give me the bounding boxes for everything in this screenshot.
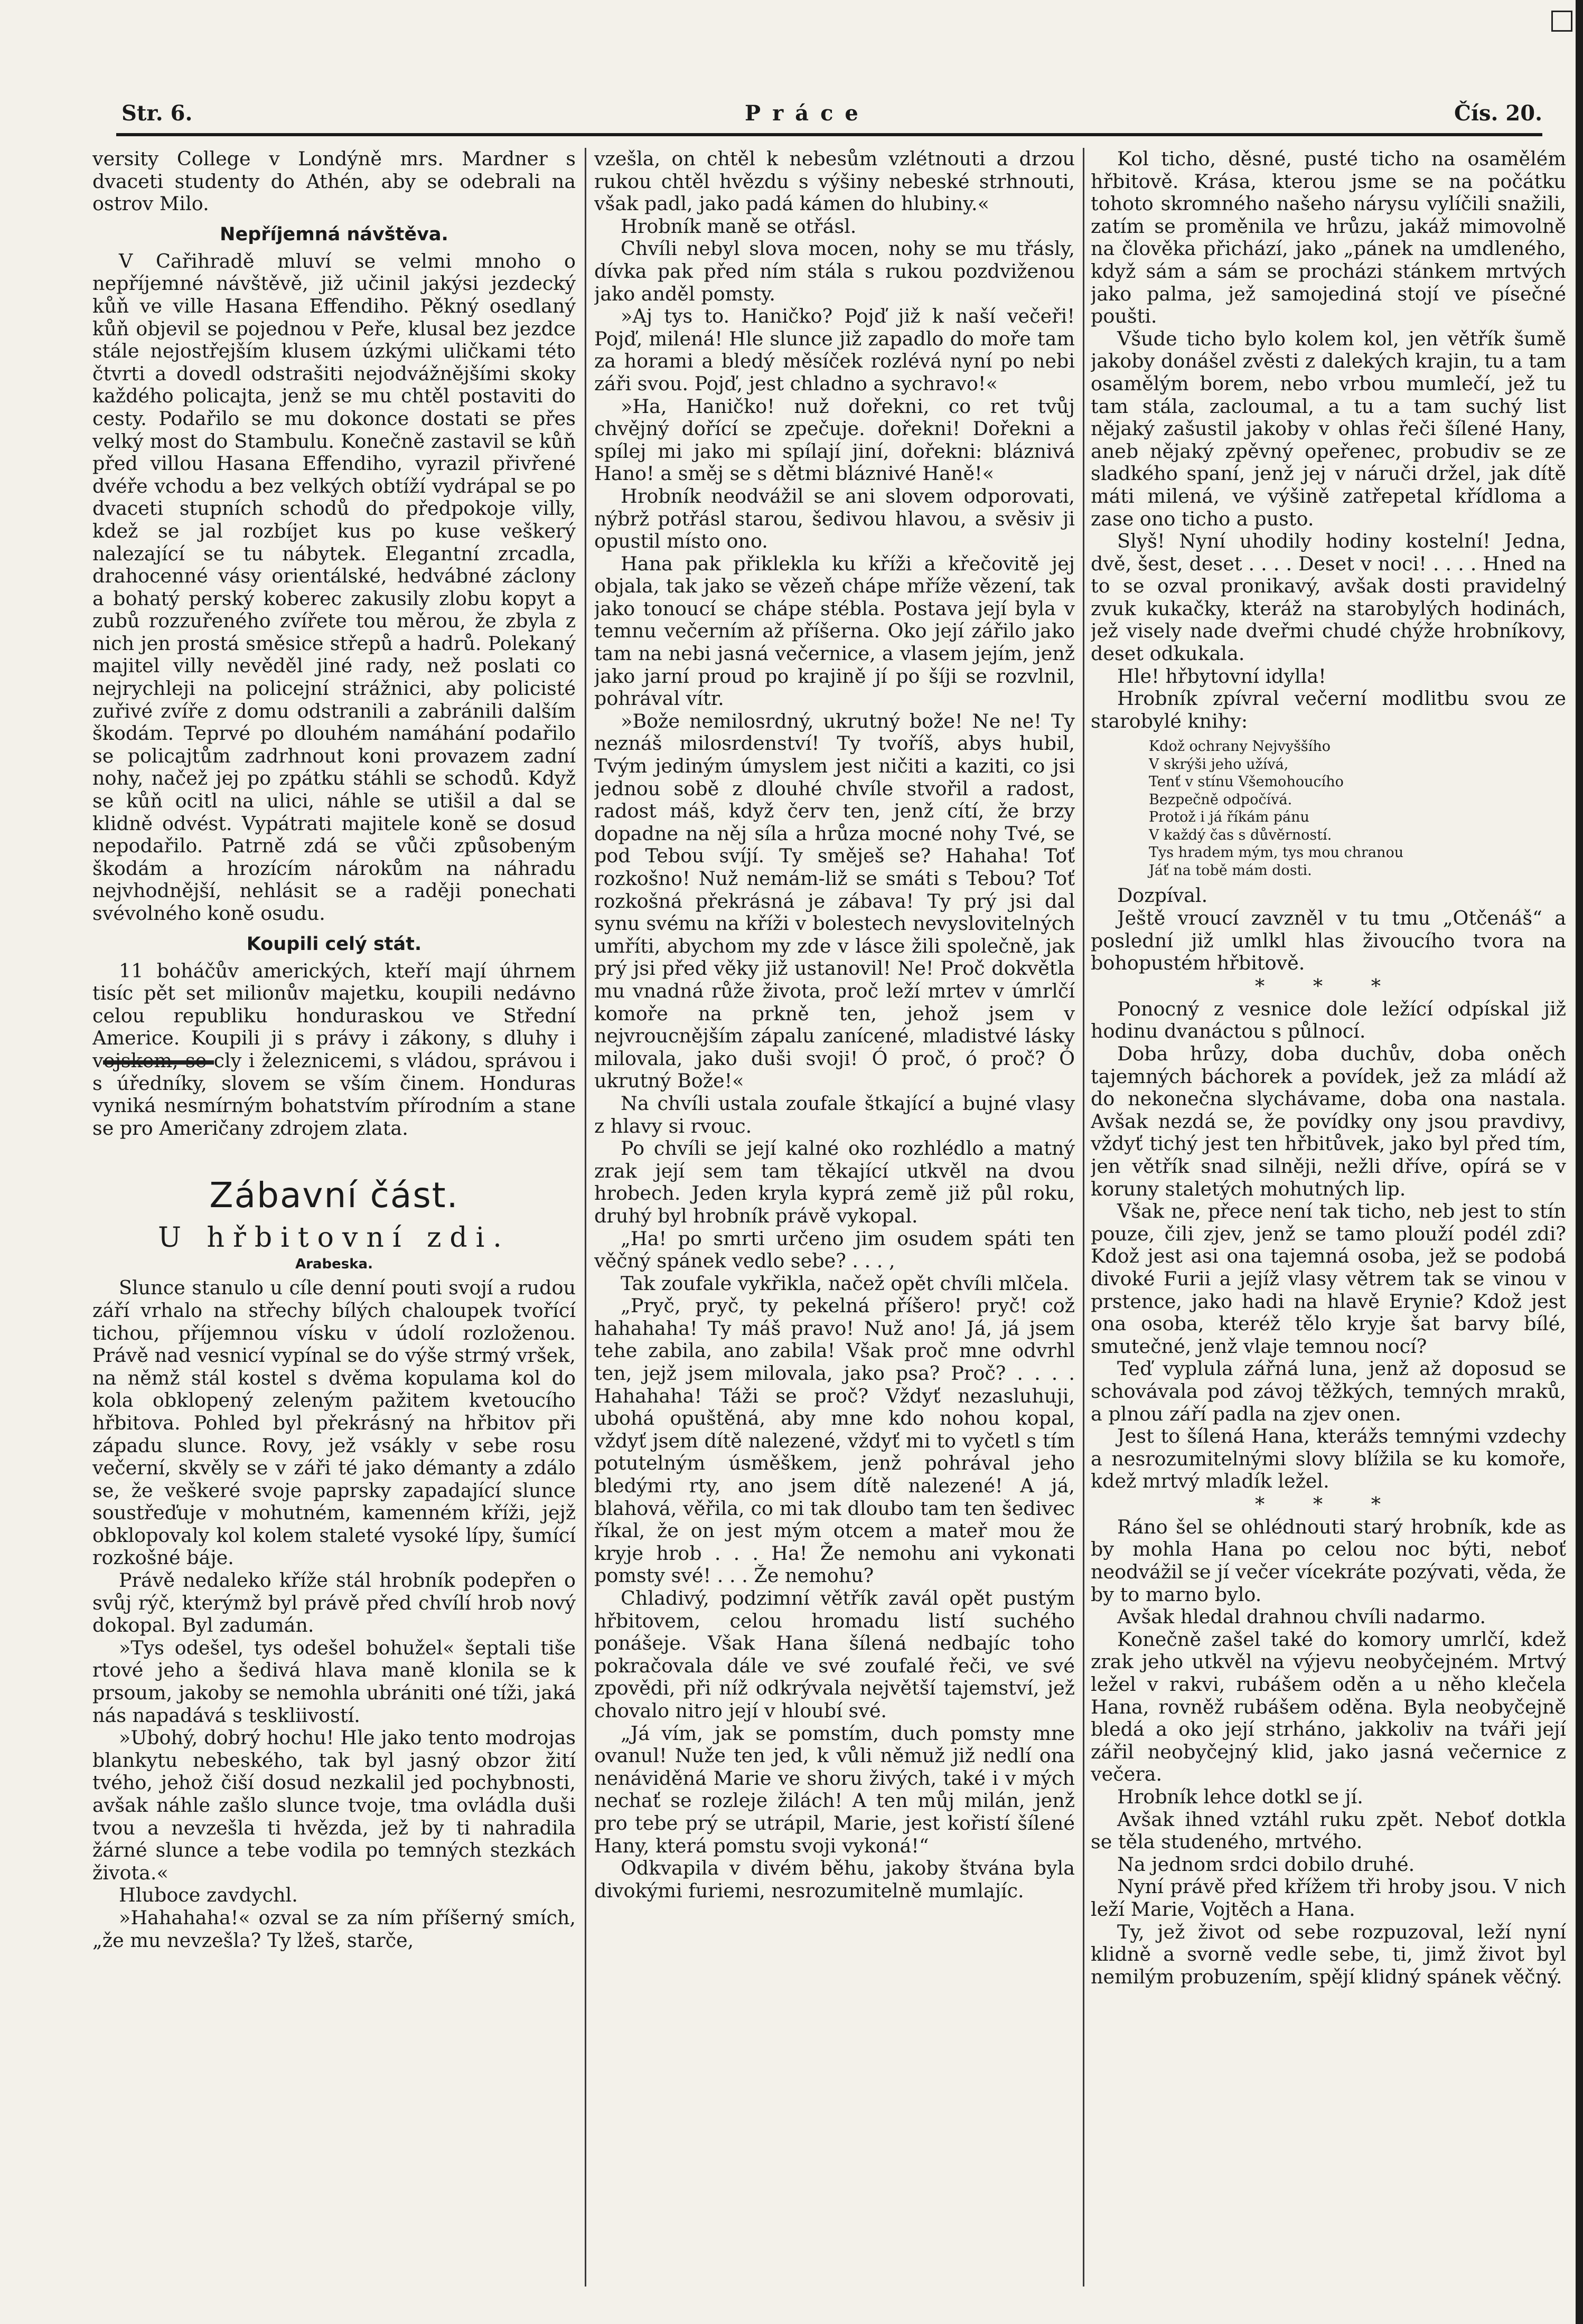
story-paragraph: Všude ticho bylo kolem kol, jen větřík šumě jakoby donášel zvěsti z dalekých krajin, tu a tam osamělým borem, nebo vrbou mumlečí, jež tu tam stála, zacloumal, a tu a tam suchý list nějaký zašustil jakoby v ohlas řeči šílené Hany, aneb nějaký zpěvný opeřenec, probudiv se ze sladkého spaní, jenž jej v náruči držel, jak dítě máti milená, ve výšině zatřepetal křídloma a zase ono ticho a pusto. xyxy=(1091,327,1566,530)
column-divider xyxy=(585,148,586,2287)
story-paragraph: Ty, jež život od sebe rozpuzoval, leží nyní klidně a svorně vedle sebe, ti, jimž život byl nemilým probuzením, spějí klidný spánek věčný. xyxy=(1091,1920,1566,1988)
issue-number: Čís. 20. xyxy=(1454,101,1542,126)
story-paragraph: „Ha! po smrti určeno jim osudem spáti ten věčný spánek vedlo sebe? . . . , xyxy=(594,1227,1075,1273)
story-paragraph: vzešla, on chtěl k nebesům vzlétnouti a drzou rukou chtěl hvězdu s výšiny nebeské strhnouti, však padl, jako padá kámen do hlubiny.« xyxy=(594,148,1075,215)
prayer-verse xyxy=(1149,738,1566,879)
article-heading-state: Koupili celý stát. xyxy=(246,933,422,955)
story-paragraph: Právě nedaleko kříže stál hrobník podepřen o svůj rýč, kterýmž byl právě před chvílí hrob nový dokopal. Byl zadumán. xyxy=(92,1569,576,1637)
column-2 xyxy=(594,148,1075,2287)
story-paragraph: Slyš! Nyní uhodily hodiny kostelní! Jedna, dvě, šest, deset . . . . Deset v noci! . . . . Hned na to se ozval pronikavý, avšak dosti pravidelný zvuk kukačky, kteráž na starobylých hodinách, jež visely nade dveřmi chudé chýže hrobníkovy, deset odkukala. xyxy=(1091,530,1566,665)
story-paragraph: Po chvíli se její kalné oko rozhlédlo a matný zrak její sem tam těkající utkvěl na dvou hrobech. Jeden kryla kyprá země již půl roku, druhý byl hrobník právě vykopal. xyxy=(594,1137,1075,1227)
page-edge-shadow xyxy=(1576,0,1583,2324)
story-paragraph: Teď vyplula zářná luna, jenž až doposud se schovávala pod závoj těžkých, temných mraků, a plnou září padla na zjev onen. xyxy=(1091,1357,1566,1425)
story-paragraph: „Já vím, jak se pomstím, duch pomsty mne ovanul! Nuže ten jed, k vůli němuž již nedlí ona nenáviděná Marie ve shoru živých, také i v mých nechať se rozleje žilách! A ten můj milán, jenž pro tebe prý se utrápil, Marie, jest kořistí šílené Hany, která pomstu svoji vykoná!“ xyxy=(594,1721,1075,1857)
column-1 xyxy=(92,148,576,2287)
story-paragraph: Odkvapila v divém běhu, jakoby štvána byla divokými furiemi, nesrozumitelně mumlajíc. xyxy=(594,1857,1075,1902)
story-paragraph: »Tys odešel, tys odešel bohužel« šeptali tiše rtové jeho a šedivá hlava maně klonila se k prsoum, jakoby se nemohla ubrániti oné tíži, jaká nás napadává s teskliivostí. xyxy=(92,1636,576,1727)
story-paragraph: Dozpíval. xyxy=(1117,884,1208,907)
story-paragraph: Však ne, přece není tak ticho, neb jest to stín pouze, čili zjev, jenž se tamo plouží podél zdi? Kdož jest asi ona tajemná osoba, jež se podobá divoké Furii a jejíž vlasy větrem tak se vinou v prstence, jako hadi na hlavě Erynie? Kdož jest ona osoba, kteréž tělo kryje šat barvy bílé, smutečné, jenž vlaje temnou nocí? xyxy=(1091,1200,1566,1358)
prayer-line: Tys hradem mým, tys mou chranou xyxy=(1149,844,1404,861)
story-paragraph: »Ubohý, dobrý hochu! Hle jako tento modrojas blankytu nebeského, tak byl jasný obzor žití tvého, jehož čiší dosud nezkalil jed pochybnosti, avšak náhle zašlo slunce tvoje, tma ovládla duši tvou a nevzešla ti hvězda, jež by ti nahradila žárné slunce a tebe vodila po temných stezkách života.« xyxy=(92,1726,576,1884)
story-paragraph: »Ha, Haničko! nuž dořekni, co ret tvůj chvějný dořící se zpečuje. dořekni! Dořekni a spílej mi jako mi spílají jiní, dořekni: bláznivá Hano! a směj se s dětmi bláznivé Haně!« xyxy=(594,394,1075,485)
section-break-stars: * * * xyxy=(1255,1492,1402,1516)
corner-mark xyxy=(1551,11,1572,32)
prayer-line: Jáť na tobě mám dosti. xyxy=(1149,862,1312,879)
story-paragraph: Hle! hřbytovní idylla! xyxy=(1117,664,1326,688)
story-paragraph: Chvíli nebyl slova mocen, nohy se mu třásly, dívka pak před ním stála s rukou pozdviženou jako anděl pomsty. xyxy=(594,237,1075,305)
prayer-line: Bezpečně odpočívá. xyxy=(1149,791,1292,808)
article-paragraph: 11 boháčův amerických, kteří mají úhrnem tisíc pět set milionův majetku, koupili nedávno celou republiku honduraskou ve Střední Americe. Koupili ji s právy i zákony, s dluhy i vojskem, se cly i železnicemi, s vládou, správou i s úředníky, slovem se vším činem. Honduras vyniká nesmírným bohatstvím přírodním a stane se pro Američany zdrojem zlata. xyxy=(92,959,576,1140)
article-paragraph: V Cařihradě mluví se velmi mnoho o nepříjemné návštěvě, již učinil jakýsi jezdecký kůň ve ville Hasana Effendiho. Pěkný osedlaný kůň objevil se pojednou v Peře, klusal bez jezdce stále nejostřejším klusem úzkými uličkami této čtvrti a dovedl odstrašiti nejodvážnějšími skoky každého policajta, jenž se mu chtěl postaviti do cesty. Podařilo se mu dokonce dostati se přes velký most do Stambulu. Konečně zastavil se kůň před villou Hasana Effendiho, vyrazil přivřené dvéře vchodu a bez velkých obtíží vydrápal se po dvaceti stupních schodů do předpokoje villy, kdež se jal rozbíjet kus po kuse veškerý nalezající se tu nábytek. Elegantní zrcadla, drahocenné vásy orientálské, hedvábné záclony a bohatý perský koberec zakusily zlobu kopyt a zubů rozzuřeného zvířete tou měrou, že zbyla z nich jen prostá směsice střepů a hadrů. Polekaný majitel villy nevěděl jiné rady, než poslati co nejrychleji na policejní strážnici, aby policisté zuřivé zvíře z domu odstranili a zabránili dalším škodám. Teprvé po dlouhém namáhání podařilo se policajtům zadrhnout koni provazem zadní nohy, načež jej po zpátku stáhli se schodů. Když se kůň ocitl na ulici, náhle se utišil a dal se klidně odvést. Vypátrati majitele koně se dosud nepodařilo. Patrně zdá se vůči způsobeným škodám a hrozícím nárokům na náhradu nejvhodnější, nehlásit se a raději ponechati svévolného koně osudu. xyxy=(92,249,576,925)
story-genre: Arabeska. xyxy=(295,1256,373,1273)
story-paragraph: Slunce stanulo u cíle denní pouti svojí a rudou září vrhalo na střechy bílých chaloupek tvořící tichou, příjemnou vísku v údolí rozloženou. Právě nad vesnicí vypínal se do výše strmý vršek, na němž stál kostel s dvěma kopulama kol do kola obklopený zeleným pažitem kvetoucího hřbitova. Pohled byl překrásný na hřbitov při západu slunce. Rovy, jež vsákly v sebe rosu večerní, skvěly se v záři té jako démanty a zdálo se, že veškeré svoje paprsky zapadající slunce soustřeďuje v mohutném, kamenném kříži, jejž obklopovaly kol kolem staleté vysoké lípy, šumící rozkošné báje. xyxy=(92,1276,576,1569)
story-paragraph: »Bože nemilosrdný, ukrutný bože! Ne ne! Ty neznáš milosrdenství! Ty tvoříš, abys hubil, Tvým jediným úmyslem jest ničiti a kaziti, co jsi jednou sobě z dlouhé chvíle stvořil a radost, radost máš, když červ ten, jenž cítí, že brzy dopadne na něj síla a hrůza mocné nohy Tvé, se pod Tebou svíjí. Ty směješ se? Hahaha! Toť rozkošno! Nuž nemám-liž se smáti s Tebou? Toť rozkošná překrásná je zábava! Ty prý jsi dal synu svému na kříži v bolestech nevyslovitelných umříti, abychom my zde v lásce žili společně, jak prý jsi před věky již ustanovil! Ne! Proč dokvětla mu vnadná růže života, proč leží mrtev v úmrlčí komoře na prkně ten, jehož jsem v nejvroucnějším zápalu zanícené, mladistvé lásky milovala, jako duši svoji! Ó proč, ó proč? Ó ukrutný Bože!« xyxy=(594,709,1075,1093)
newspaper-title: Práce xyxy=(745,101,870,126)
section-break-stars: * * * xyxy=(1255,974,1402,998)
prayer-line: V skrýši jeho užívá, xyxy=(1149,756,1289,773)
page-number: Str. 6. xyxy=(121,101,193,126)
prayer-line: Kdož ochrany Nejvyššího xyxy=(1149,738,1331,755)
prayer-line: Tenť v stínu Všemohoucího xyxy=(1149,774,1344,791)
story-paragraph: Ráno šel se ohlédnouti starý hrobník, kde as by mohla Hana po celou noc býti, neboť neodvážil se jí večer vícekráte pozývati, věda, že by to marno bylo. xyxy=(1091,1515,1566,1606)
story-paragraph: Hrobník zpívral večerní modlitbu svou ze starobylé knihy: xyxy=(1091,687,1566,732)
story-paragraph: Hrobník maně se otřásl. xyxy=(621,214,857,238)
story-paragraph: Ještě vroucí zavzněl v tu tmu „Otčenáš“ a poslední již umlkl hlas živoucího tvora na bohopustém hřbitově. xyxy=(1091,907,1566,975)
story-paragraph: Hluboce zavdychl. xyxy=(119,1884,298,1907)
story-paragraph: Konečně zašel také do komory umrlčí, kdež zrak jeho utkvěl na výjevu neobyčejném. Mrtvý ležel v rakvi, rubášem oděn a u něho klečela Hana, rovněž rubášem oděna. Byla neobyčejně bledá a oko její strháno, jakkoliv na tváři její zářil neobyčejný klid, jako jasná večernice z večera. xyxy=(1091,1627,1566,1786)
story-paragraph: Na chvíli ustala zoufale štkající a bujné vlasy z hlavy si rvouc. xyxy=(594,1092,1075,1137)
story-paragraph: Tak zoufale vykřikla, načež opět chvíli mlčela. xyxy=(621,1272,1069,1295)
story-paragraph: »Hahahaha!« ozval se za ním příšerný smích, „že mu nevzešla? Ty lžeš, starče, xyxy=(92,1906,576,1952)
story-paragraph: Hrobník lehce dotkl se jí. xyxy=(1117,1785,1363,1808)
column-divider xyxy=(1083,148,1084,2287)
story-paragraph: Ponocný z vesnice dole ležící odpískal již hodinu dvanáctou s půlnocí. xyxy=(1091,997,1566,1043)
section-title: Zábavní část. xyxy=(209,1175,459,1216)
story-title: U hřbitovní zdi. xyxy=(158,1222,510,1254)
story-paragraph: Hana pak přiklekla ku kříži a křečovitě jej objala, tak jako se vězeň chápe mříže vězení, tak jako tonoucí se chápe stébla. Postava její byla v temnu večerním až příšerna. Oko její zářilo jako tam na nebi jasná večernice, a vlasem jejím, jenž jako jarní proud po krajině jí po šíji se rozvlnil, pohrával vítr. xyxy=(594,552,1075,710)
story-paragraph: Kol ticho, děsné, pusté ticho na osamělém hřbitově. Krása, kterou jsme se na počátku tohoto skromného našeho nárysu vylíčili snažili, zatím se proměnila ve hrůzu, jakáž mimovolně na člověka přichází, jako „pánek na umdleného, když sám a sám se procházi stánkem mrtvých jako palma, jež samojediná stojí ve písečné poušti. xyxy=(1091,148,1566,328)
story-paragraph: Chladivý, podzimní větřík zavál opět pustým hřbitovem, celou hromadu listí suchého ponášeje. Však Hana šílená nedbajíc toho pokračovala dále ve své zoufalé řeči, ve své zpovědi, při níž odkrývala největší tajemství, jež chovalo nitro její v hloubí své. xyxy=(594,1587,1075,1722)
prayer-line: Protož i já říkám pánu xyxy=(1149,809,1309,826)
story-paragraph: Na jednom srdci dobilo druhé. xyxy=(1117,1852,1415,1876)
article-paragraph: versity College v Londýně mrs. Mardner s dvaceti studenty do Athén, aby se odebrali na ostrov Milo. xyxy=(92,148,576,215)
story-paragraph: Nyní právě před křížem tři hroby jsou. V nich leží Marie, Vojtěch a Hana. xyxy=(1091,1875,1566,1921)
header-rule xyxy=(116,133,1542,136)
story-paragraph: »Aj tys to. Haničko? Pojď již k naší večeři! Pojď, milená! Hle slunce již zapadlo do moře tam za horami a bledý měsíček rozlévá nyní po nebi záři svou. Pojď, jest chladno a sychravo!« xyxy=(594,305,1075,395)
story-paragraph: Doba hrůzy, doba duchův, doba oněch tajemných báchorek a povídek, jež za mládí až do nekonečna slychávame, doba ona nastala. Avšak nezdá se, že povídky ony jsou pravdivy, vždyť tichý jest ten hřbitůvek, jako byl před tím, jen větřík snad silněji, nežli dříve, opírá se v koruny staletých mohutných lip. xyxy=(1091,1042,1566,1200)
column-3 xyxy=(1091,148,1566,2287)
story-paragraph: Hrobník neodvážil se ani slovem odporovati, nýbrž potřásl starou, šedivou hlavou, a svěsiv ji opustil místo ono. xyxy=(594,484,1075,553)
story-paragraph: Avšak hledal drahnou chvíli nadarmo. xyxy=(1117,1605,1486,1629)
prayer-line: V každý čas s důvěrností. xyxy=(1149,826,1332,843)
page-header xyxy=(121,100,1542,132)
article-heading-visit: Nepříjemná návštěva. xyxy=(220,223,448,245)
story-paragraph: Avšak ihned vztáhl ruku zpět. Neboť dotkla se těla studeného, mrtvého. xyxy=(1091,1808,1566,1853)
story-paragraph: Jest to šílená Hana, kterážs temnými vzdechy a nesrozumitelnými slovy blížila se ku komoře, kdež mrtvý mladík ležel. xyxy=(1091,1425,1566,1493)
story-paragraph: „Pryč, pryč, ty pekelná příšero! pryč! což hahahaha! Ty máš pravo! Nuž ano! Já, já jsem tehe zabila, ano zabila! Však proč mne odvrhl ten, jejž jsem milovala, jako psa? Proč? . . . . Hahahaha! Táži se proč? Vždyť nezasluhuji, ubohá opuštěná, aby mne kdo nohou kopal, vždyť jsem dítě nalezené, vždyť mi to vyčetl s tím potutelným úsměškem, jenž pohrával jeho bledými rty, ano jsem dítě nalezené! A já, blahová, věřila, co mi tak dloubo tam ten šedivec říkal, že on jest mým otcem a mateř mou že kryje hrob . . . Ha! Že nemohu ani vykonati pomsty své! . . . Že nemohu? xyxy=(594,1294,1075,1587)
